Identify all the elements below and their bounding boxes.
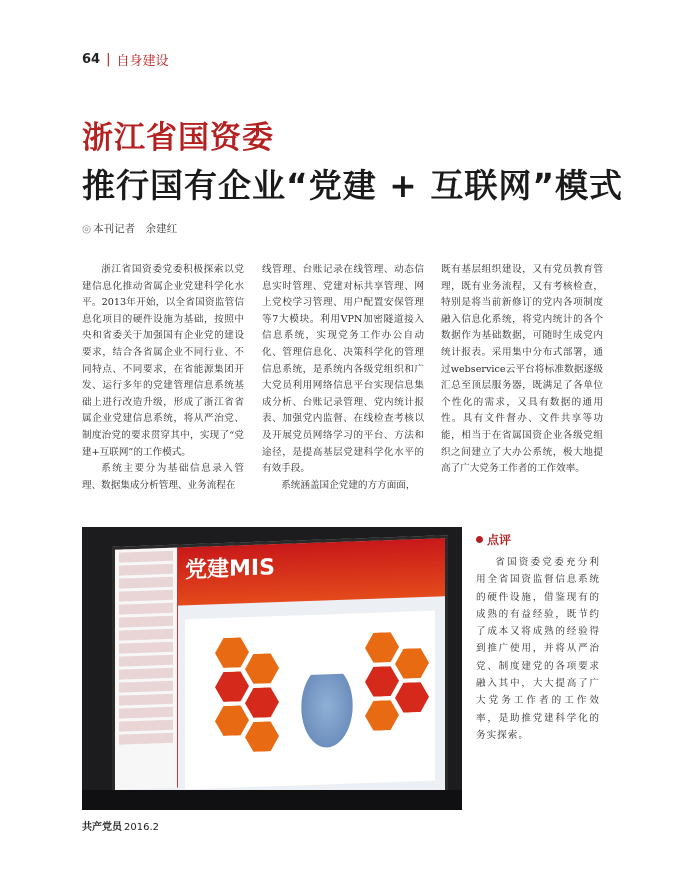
issue-number: 2016.2 <box>124 822 159 833</box>
section-name: 自身建设 <box>116 54 169 69</box>
hexagon-tile <box>215 671 249 702</box>
people-silhouettes <box>297 673 357 755</box>
commentary-heading: 点评 <box>487 533 512 547</box>
hexagon-tile <box>215 705 249 736</box>
page-footer <box>82 818 159 833</box>
screen-content <box>185 611 435 790</box>
page-header <box>82 50 169 69</box>
article-title-line1: 浙江省国资委 <box>82 120 274 156</box>
header-divider: | <box>106 52 111 67</box>
hexagon-tile <box>365 632 399 663</box>
hexagon-tile <box>395 682 429 713</box>
page-number: 64 <box>82 52 101 67</box>
text-column-3 <box>441 262 603 478</box>
photo-monitor-screenshot <box>82 527 462 810</box>
paragraph: 浙江省国资委党委积极探索以党建信息化推动省属企业党建科学化水平。2013年开始，以全省国资监管信息化项目的硬件设施为基础，按照中央和省委关于加强国有企业党的建设要求，结合各省属企业不同行业、不同特点、不同要求，在省能源集团开发、运行多年的党建管理信息系统基础上进行改造升级，形成了浙江省省属企业党建信息系统，将从严治党、制度治党的要求贯穿其中，实现了“党建+互联网”的工作模式。 <box>82 264 244 458</box>
hexagon-tile <box>245 687 279 718</box>
byline <box>82 221 177 236</box>
paragraph: 线管理、台账记录在线管理、动态信息实时管理、党建对标共享管理、网上党校学习管理、用户配置安保管理等7大模块。利用VPN加密隧道接入信息系统，实现党务工作办公自动化、管理信息化、决策科学化的管理信息系统，是系统内各级党组织和广大党员利用网络信息平台实现信息集成分析、台账记录管理、党内统计报表、加强党内监督、在线检查考核以及开展党员网络学习的平台、方法和途径，是提高基层党建科学化水平的有效手段。 <box>262 264 424 475</box>
text-column-1 <box>82 262 244 494</box>
paragraph: 既有基层组织建设，又有党员教育管理，既有业务流程，又有考核检查，特别是将当前新修订的党内各项制度融入信息化系统，将党内统计的各个数据作为基础数据，可随时生成党内统计报表。采用集中分布式部署，通过webservice云平台将标准数据逐级汇总至顶层服务器，既满足了各单位个性化的需求，又具有数据的通用性。具有文件督办、文件共享等功能，相当于在省属国资企业各级党组织之间建立了大办公系统，极大地提高了广大党务工作者的工作效率。 <box>441 264 603 475</box>
hexagon-tile <box>365 700 399 731</box>
screen-banner-text: 党建MIS <box>185 555 275 584</box>
magazine-name: 共产党员 <box>82 822 122 833</box>
hexagon-tile <box>245 721 279 752</box>
commentary-text: 省国资委党委充分利用全省国资监督信息系统的硬件设施，借鉴现有的成熟的有益经验，既节约了成本又将成熟的经验得到推广使用，并将从严治党、制度建党的各项要求融入其中，大大提高了广大党务工作者的工作效率，是助推党建科学化的务实探索。 <box>476 557 600 741</box>
screen-side-menu <box>115 548 178 790</box>
hexagon-tile <box>365 666 399 697</box>
article-title-line2: 推行国有企业“党建 + 互联网”模式 <box>82 166 624 205</box>
monitor-screen <box>112 535 448 810</box>
byline-text: 本刊记者 余建红 <box>93 223 178 235</box>
hexagon-tile <box>215 637 249 668</box>
text-column-2 <box>262 262 424 494</box>
byline-mark: ◎ <box>82 223 92 235</box>
paragraph: 系统涵盖国企党建的方方面面， <box>281 479 416 491</box>
paragraph: 系统主要分为基础信息录入管理、数据集成分析管理、业务流程在 <box>82 463 244 491</box>
commentary-title <box>476 531 600 548</box>
hexagon-tile <box>395 648 429 679</box>
commentary-box <box>476 531 600 744</box>
monitor-bezel <box>82 790 462 810</box>
bullet-dot-icon <box>476 536 483 543</box>
hexagon-tile <box>245 653 279 684</box>
